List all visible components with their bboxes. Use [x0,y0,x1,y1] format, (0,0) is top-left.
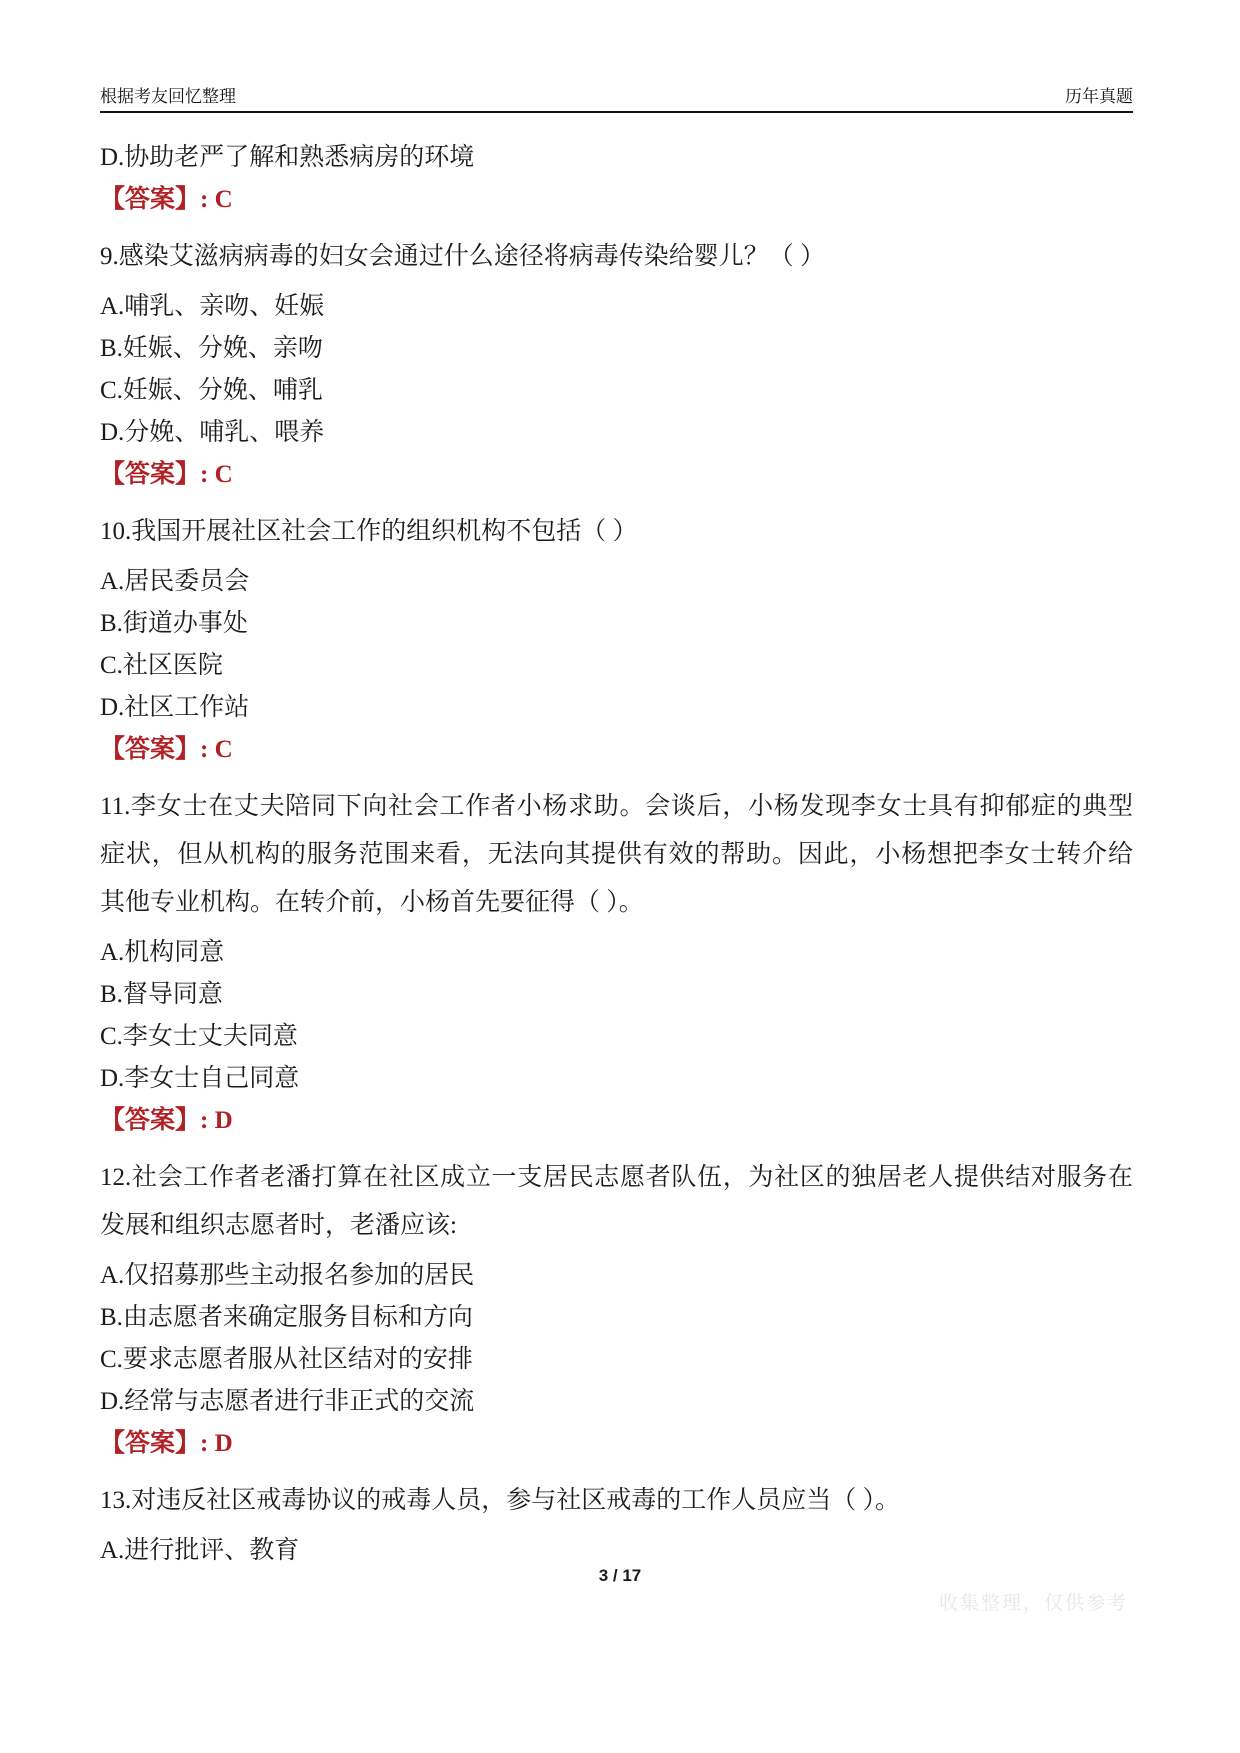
question-11-answer: 【答案】: D [100,1107,233,1134]
document-content [100,142,1133,1577]
question-10-stem: 10.我国开展社区社会工作的组织机构不包括（ ） [100,518,638,545]
question-12 [100,1162,1133,1460]
question-11-option-d: D.李女士自己同意 [100,1065,300,1092]
question-10-answer: 【答案】: C [100,736,233,763]
question-9-answer: 【答案】: C [100,461,233,488]
question-9-option-d: D.分娩、哺乳、喂养 [100,419,325,446]
question-11-option-b: B.督导同意 [100,981,223,1008]
watermark-text: 收集整理，仅供参考 [938,1593,1128,1614]
question-10 [100,516,1133,766]
question-9-option-c: C.妊娠、分娩、哺乳 [100,377,323,404]
question-13-stem: 13.对违反社区戒毒协议的戒毒人员，参与社区戒毒的工作人员应当（ ）。 [100,1487,901,1514]
header-left-text: 根据考友回忆整理 [100,87,236,106]
question-12-option-a: A.仅招募那些主动报名参加的居民 [100,1262,475,1289]
question-13-option-a: A.进行批评、教育 [100,1537,300,1564]
question-10-option-a: A.居民委员会 [100,568,250,595]
question-12-stem-line-1: 12.社会工作者老潘打算在社区成立一支居民志愿者队伍，为社区的独居老人提供结对服务在 [100,1164,1133,1191]
question-11-stem-line-3: 其他专业机构。在转介前，小杨首先要征得（ ）。 [100,889,644,916]
question-11-option-a: A.机构同意 [100,939,225,966]
question-9-stem: 9.感染艾滋病病毒的妇女会通过什么途径将病毒传染给婴儿？（ ） [100,243,826,270]
question-9-option-b: B.妊娠、分娩、亲吻 [100,335,323,362]
page-number: 3 / 17 [598,1566,642,1585]
question-11 [100,791,1133,1137]
carryover-answer: 【答案】: C [100,186,233,213]
question-12-answer: 【答案】: D [100,1430,233,1457]
question-12-option-b: B.由志愿者来确定服务目标和方向 [100,1304,473,1331]
question-9-option-a: A.哺乳、亲吻、妊娠 [100,293,325,320]
header-divider [100,111,1133,113]
question-12-stem-line-2: 发展和组织志愿者时，老潘应该: [100,1212,457,1239]
header-right-text: 历年真题 [1065,87,1133,106]
question-10-option-b: B.街道办事处 [100,610,248,637]
question-9 [100,241,1133,491]
question-11-stem-line-1: 11.李女士在丈夫陪同下向社会工作者小杨求助。会谈后，小杨发现李女士具有抑郁症的典型 [100,793,1133,820]
carryover-option-d: D.协助老严了解和熟悉病房的环境 [100,144,475,171]
page-header [100,82,1133,107]
question-12-option-d: D.经常与志愿者进行非正式的交流 [100,1388,475,1415]
question-12-option-c: C.要求志愿者服从社区结对的安排 [100,1346,473,1373]
question-10-option-d: D.社区工作站 [100,694,250,721]
question-13 [100,1485,1133,1567]
question-11-stem-line-2: 症状，但从机构的服务范围来看，无法向其提供有效的帮助。因此，小杨想把李女士转介给 [100,841,1133,868]
question-10-option-c: C.社区医院 [100,652,223,679]
question-11-option-c: C.李女士丈夫同意 [100,1023,298,1050]
